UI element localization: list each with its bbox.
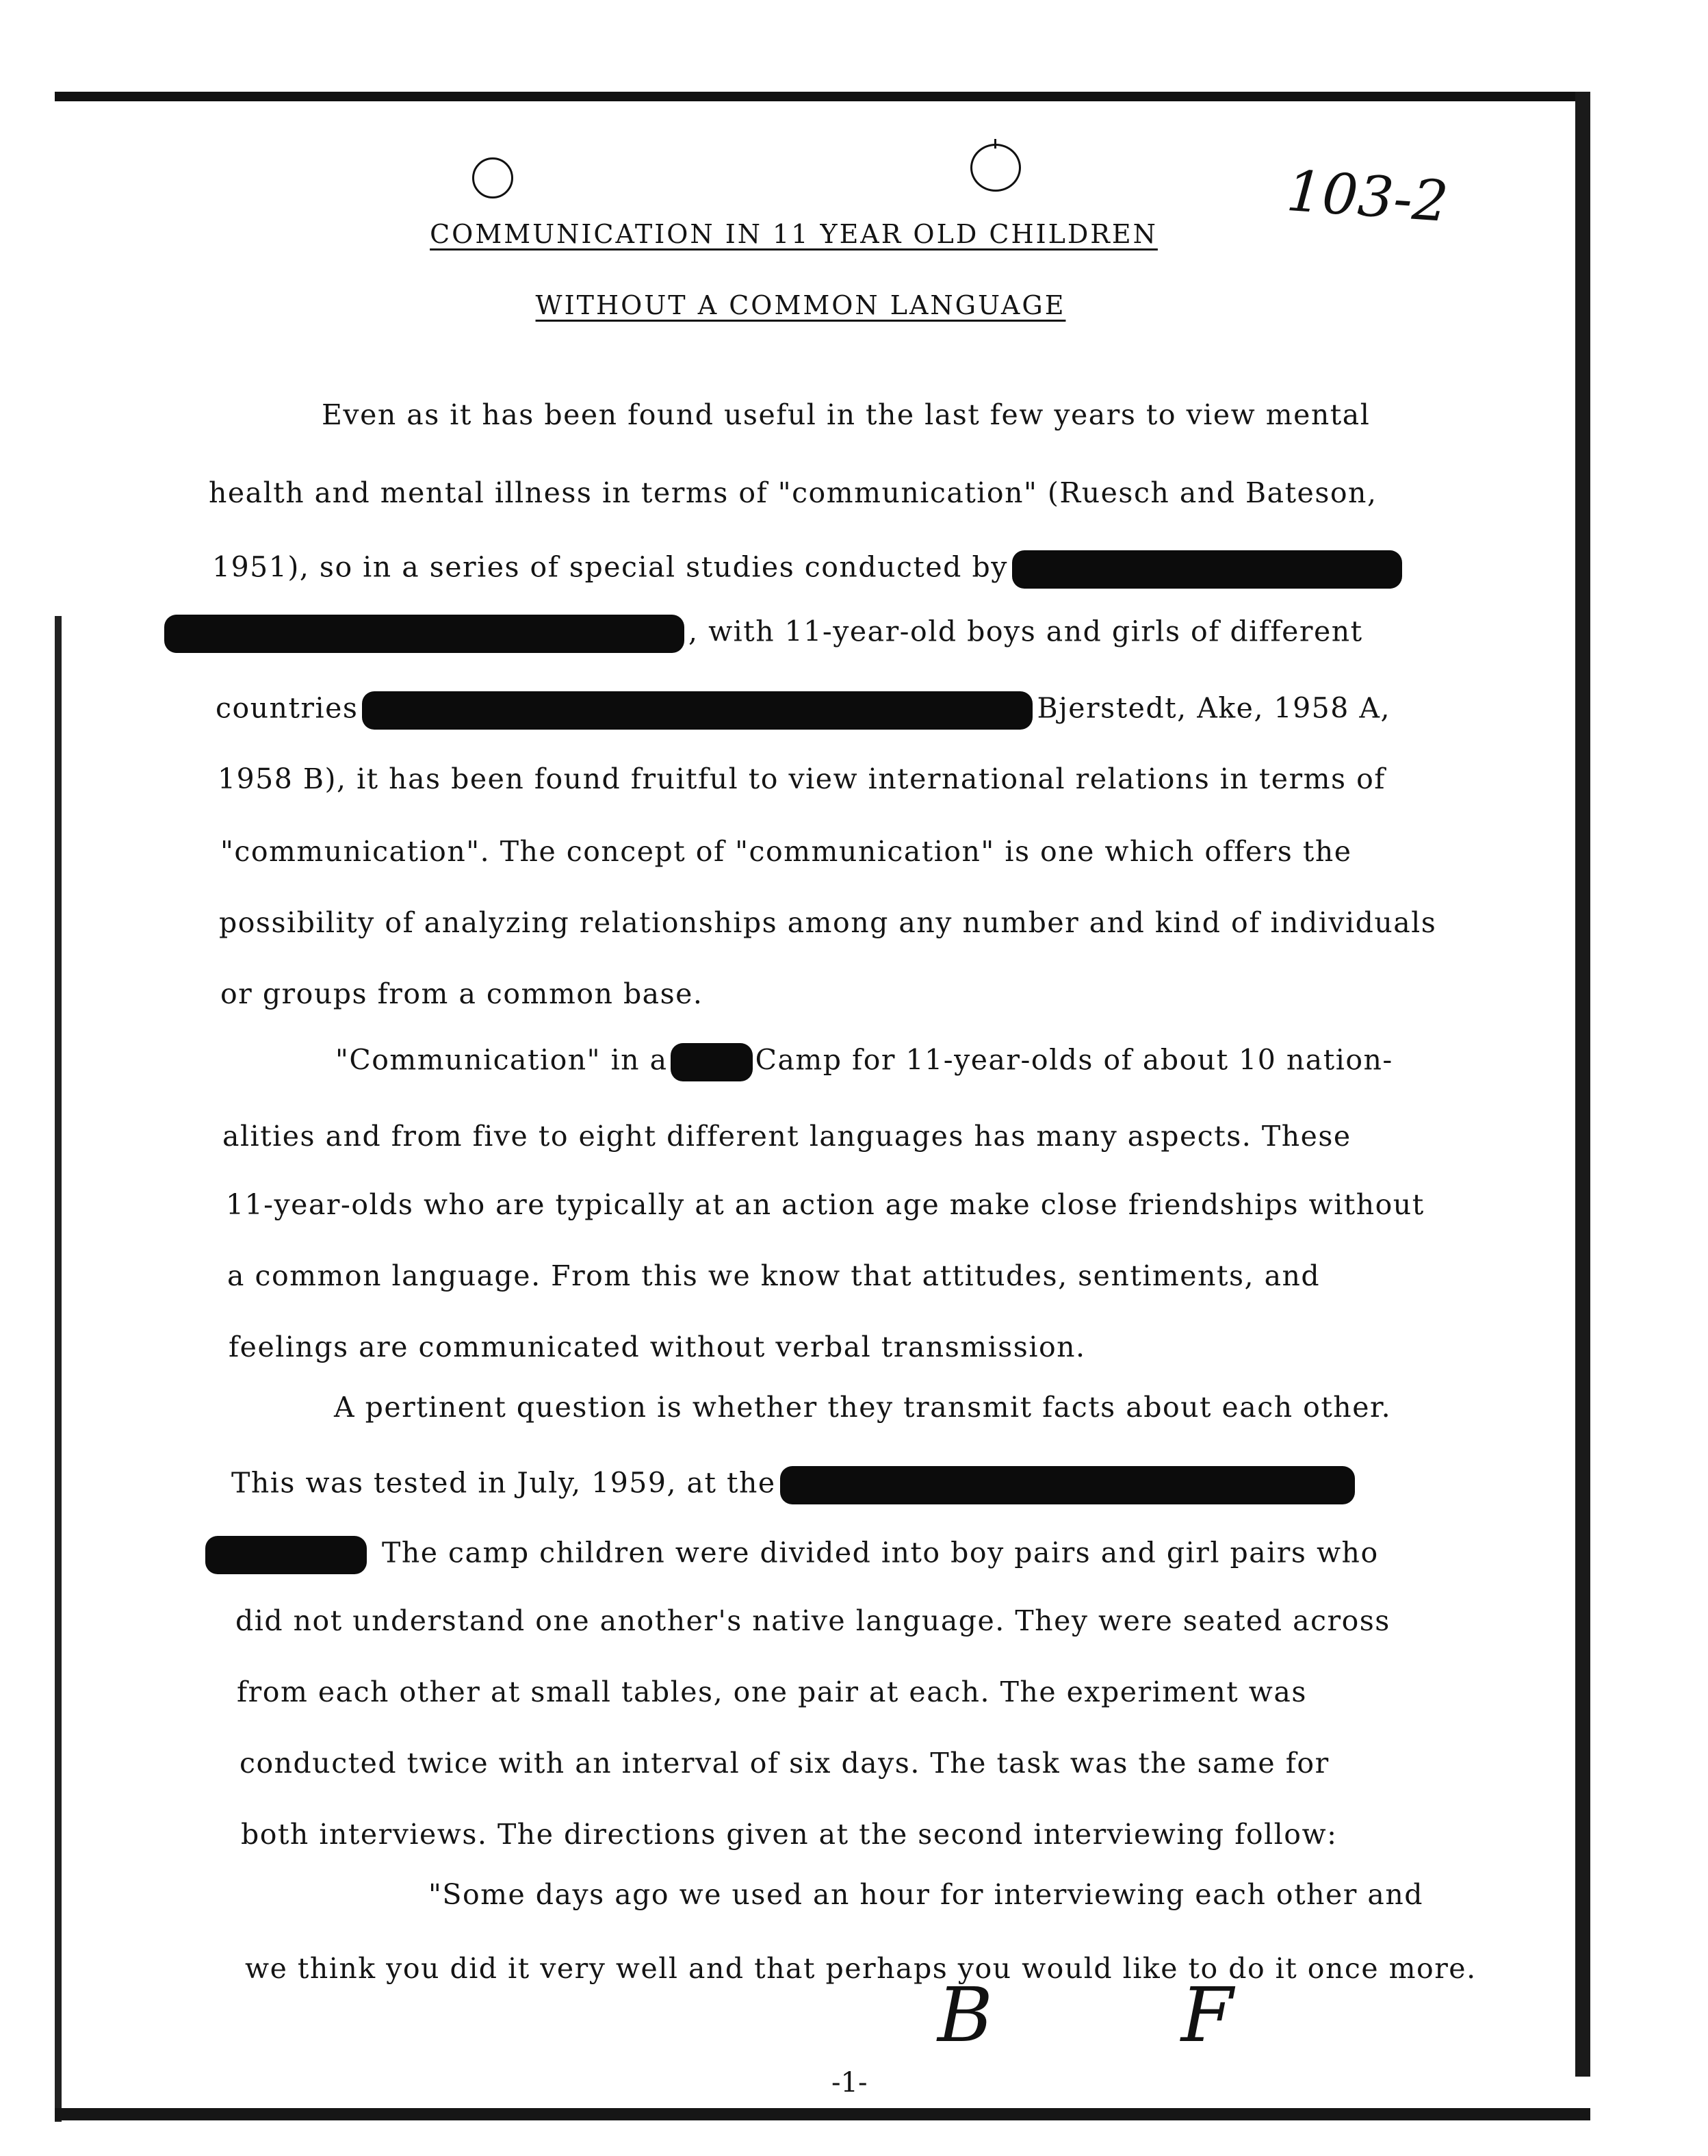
text-line-6: 1958 B), it has been found fruitful to view international relations in terms of xyxy=(218,762,1386,795)
page-number: -1- xyxy=(831,2067,868,2099)
text-line-10: "Communication" in a Camp for 11-year-olds of about 10 nation- xyxy=(335,1043,1393,1081)
handwritten-folio-number: 103-2 xyxy=(1284,158,1451,235)
redaction-block xyxy=(671,1043,753,1081)
text-line-20: conducted twice with an interval of six days. The task was the same for xyxy=(240,1747,1330,1780)
redaction-block xyxy=(780,1466,1355,1504)
text-line-23: we think you did it very well and that perhaps you would like to do it once more. xyxy=(245,1952,1477,1985)
handwritten-circle-mark-2 xyxy=(970,144,1021,192)
text-line-4: , with 11-year-old boys and girls of different xyxy=(164,615,1363,653)
handwritten-circle-mark xyxy=(472,157,513,198)
scan-border-top xyxy=(55,92,1590,101)
document-title-line-1: COMMUNICATION IN 11 YEAR OLD CHILDREN xyxy=(430,219,1158,249)
document-title-line-2: WITHOUT A COMMON LANGUAGE xyxy=(535,290,1066,320)
text-line-22: "Some days ago we used an hour for interviewing each other and xyxy=(428,1878,1423,1911)
text-line-3: 1951), so in a series of special studies conducted by xyxy=(212,550,1402,589)
redaction-block xyxy=(164,615,684,653)
text-line-8: possibility of analyzing relationships among any number and kind of individuals xyxy=(219,906,1437,939)
redaction-block xyxy=(205,1536,367,1574)
text-line-18: did not understand one another's native language. They were seated across xyxy=(235,1604,1390,1637)
text-line-12: 11-year-olds who are typically at an action age make close friendships without xyxy=(226,1188,1425,1221)
handwritten-initials: B F xyxy=(937,1971,1316,2059)
redaction-block xyxy=(362,691,1033,730)
text-line-11: alities and from five to eight different languages has many aspects. These xyxy=(222,1120,1351,1153)
redaction-block xyxy=(1012,550,1402,589)
text-line-5: countries Bjerstedt, Ake, 1958 A, xyxy=(216,691,1390,730)
text-line-9: or groups from a common base. xyxy=(220,977,703,1010)
text-line-14: feelings are communicated without verbal transmission. xyxy=(229,1331,1086,1363)
text-line-17: The camp children were divided into boy pairs and girl pairs who xyxy=(205,1536,1379,1574)
text-line-2: health and mental illness in terms of "communication" (Ruesch and Bateson, xyxy=(209,476,1377,509)
text-line-15: A pertinent question is whether they transmit facts about each other. xyxy=(334,1391,1392,1424)
scan-border-right xyxy=(1575,92,1590,2077)
text-line-7: "communication". The concept of "communication" is one which offers the xyxy=(220,835,1352,868)
text-line-16: This was tested in July, 1959, at the xyxy=(231,1466,1355,1504)
text-line-1: Even as it has been found useful in the last few years to view mental xyxy=(322,398,1371,431)
text-line-19: from each other at small tables, one pair at each. The experiment was xyxy=(237,1676,1307,1708)
scan-border-bottom xyxy=(55,2108,1590,2120)
text-line-21: both interviews. The directions given at the second interviewing follow: xyxy=(241,1818,1338,1851)
scan-border-left xyxy=(55,616,62,2122)
text-line-13: a common language. From this we know that attitudes, sentiments, and xyxy=(227,1259,1321,1292)
